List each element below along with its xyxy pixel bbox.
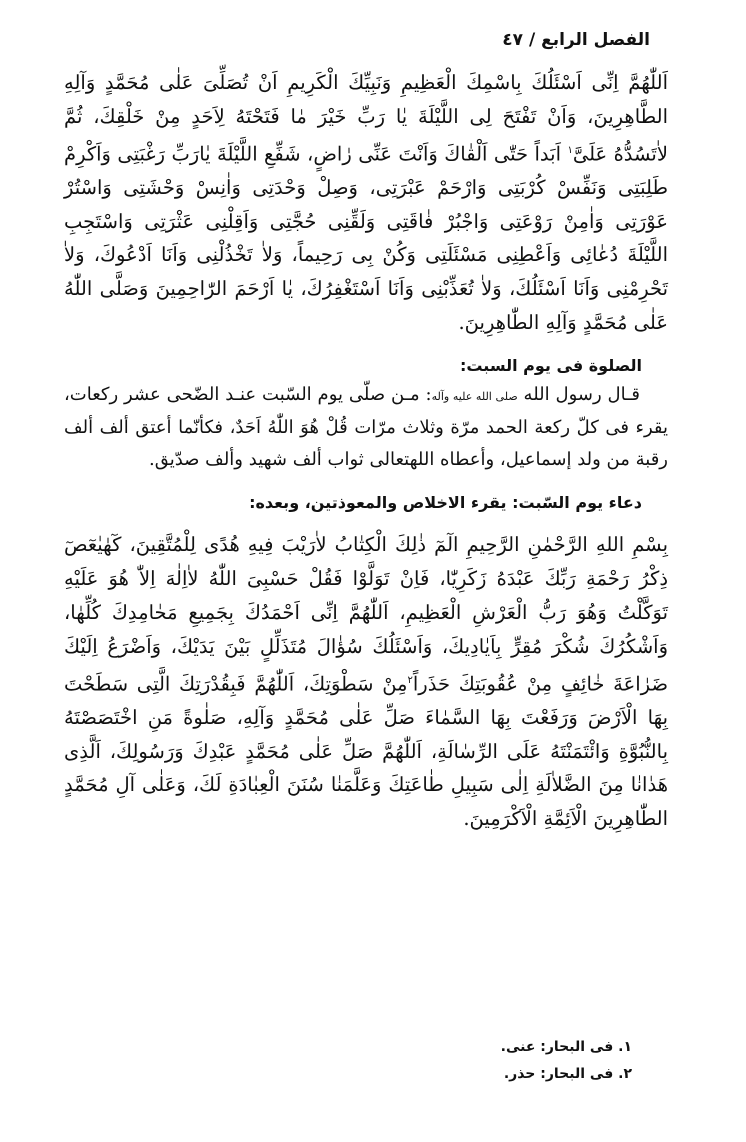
footnote-text: فی البحار: حذر. [503, 1066, 614, 1082]
footnote-number: ٢. [618, 1066, 632, 1082]
salawat-honorific: صلى الله عليه وآله [431, 389, 518, 403]
saturday-supplication-part-1: بِسْمِ اللهِ الرَّحْمٰنِ الرَّحِیمِ الٓمٓ ذٰلِكَ الْكِتٰابُ لاٰرَیْبَ فِیهِ هُدًی لِلْمُتَّقِینَ، كٓهٰیٰعٓصٓ ذِكْرُ رَحْمَةِ رَبِّكَ عَبْدَهُ زَكَرِیّٰا، فَاِنْ تَوَلَّوْا فَقُلْ حَسْبِیَ اللّٰهُ لاٰاِلٰهَ اِلاّٰ هُوَ عَلَیْهِ تَوَكَّلْتُ وَهُوَ رَبُّ الْعَرْشِ الْعَظِیمِ، اَللّٰهُمَّ اِنِّی اَحْمَدُكَ بِجَمِیعِ مَحٰامِدِكَ كُلِّهٰا، وَاَشْكُرُكَ شُكْرَ مُقِرٍّ بِاَیٰادِیكَ، وَاَسْئَلُكَ سُؤٰالَ مُتَذَلِّلٍ بَیْنَ یَدَیْكَ، وَاَضْرَعُ اِلَیْكَ ضَرٰاعَةَ خٰائِفٍ مِنْ عُقُوبَتِكَ حَذَراً [64, 533, 669, 696]
footnote-1 [501, 1034, 632, 1061]
saturday-supplication-paragraph [64, 528, 668, 836]
page-number: ٤٧ [502, 30, 524, 50]
footnotes [501, 1034, 632, 1088]
saturday-prayer-heading: الصلوة فى يوم السبت: [459, 355, 642, 375]
saturday-supplication-heading: دعاء يوم السّبت: يقرء الاخلاص والمعوذتين، وبعده: [249, 493, 642, 513]
saturday-supplication-part-2: مِنْ سَطْوَتِكَ، اَللّٰهُمَّ فَبِقُدْرَتِكَ الَّتِی سَطَحْتَ بِهَا الْاَرْضَ وَرَفَعْتَ بِهَا السَّمٰاءَ صَلِّ عَلٰی مُحَمَّدٍ وَآلِهِ، صَلٰوةً مَنِ اخْتَصَصْتَهُ بِالنُّبُوَّةِ وَائْتَمَنْتَهُ عَلَی الرِّسٰالَةِ، اَللّٰهُمَّ صَلِّ عَلٰی مُحَمَّدٍ عَبْدِكَ وَرَسُولِكَ، اَلَّذِی هَدٰانٰا مِنَ الضَّلاٰلَةِ اِلٰی سَبِیلِ طٰاعَتِكَ وَعَلَّمَنٰا سُنَنَ الْعِبٰادَةِ لَكَ، وَعَلٰی آلِ مُحَمَّدٍ الطّٰاهِرِینَ الْاَئِمَّةِ الْاَكْرَمِینَ. [64, 672, 668, 831]
running-header [502, 30, 650, 50]
footnote-number: ١. [618, 1039, 632, 1055]
footnote-2 [501, 1061, 632, 1088]
main-text [64, 66, 668, 836]
footnote-marker-1[interactable]: ١ [567, 144, 573, 156]
supplication-paragraph [64, 66, 668, 340]
header-separator: / [523, 30, 542, 50]
saturday-prayer-paragraph [64, 379, 668, 476]
prayer-text-part-1: قـال رسول الله [517, 383, 640, 405]
supplication-text-part-1: اَللّٰهُمَّ اِنِّی اَسْئَلُكَ بِاسْمِكَ الْعَظِیمِ وَنَبِیِّكَ الْكَرِیمِ اَنْ تُصَلِّیَ عَلٰی مُحَمَّدٍ وَآلِهِ الطَّاهِرِینَ، وَاَنْ تَفْتَحَ لِی اللَّیْلَةَ یٰا رَبِّ خَیْرَ مٰا فَتَحْتَهُ لِاَحَدٍ مِنْ خَلْقِكَ، ثُمَّ لاٰتَسُدُّهُ عَلَیَّ [64, 71, 668, 166]
footnote-marker-2[interactable]: ٢ [407, 674, 413, 686]
chapter-title: الفصل الرابع [541, 30, 650, 50]
prayer-text-part-2: : مـن صلّى يوم السّبت عنـد الضّحى عشر ركعات، يقرء فی كلّ ركعة الحمد مرّة وثلاث مرّات قُلْ هُوَ اللّٰهُ اَحَدٌ، فكأنّما أعتق ألف ألف رقبة من ولد إسماعيل، وأعطاه اللهتعالى ثواب ألف شهيد وألف صدّيق. [64, 383, 668, 470]
footnote-text: فی البحار: عنی. [500, 1039, 614, 1055]
supplication-text-part-2: اَبَداً حَتّٰی اَلْقٰاكَ وَاَنْتَ عَنِّی رٰاضٍ، شَفِّعِ اللَّیْلَةَ یٰارَبِّ رَغْبَتِی وَاَكْرِمْ طَلِبَتِی وَنَفِّسْ كُرْبَتِی وَارْحَمْ عَبْرَتِی، وَصِلْ وَحْدَتِی وَاٰنِسْ وَحْشَتِی وَاسْتُرْ عَوْرَتِی وَاٰمِنْ رَوْعَتِی وَاجْبُرْ فٰاقَتِی وَلَقِّنِی حُجَّتِی وَاَقِلْنِی عَثْرَتِی وَاسْتَجِبِ اللَّیْلَةَ دُعٰائِی وَاَعْطِنِی مَسْئَلَتِی وَكُنْ بِی رَحِیماً، وَلاٰ تَخْذُلْنِی وَاَنَا اَدْعُوكَ، وَلاٰ تَحْرِمْنِی وَاَنَا اَسْئَلُكَ، وَلاٰ تُعَذِّبْنِی وَاَنَا اَسْتَغْفِرُكَ، یٰا اَرْحَمَ الرّٰاحِمِینَ وَصَلَّی اللّٰهُ عَلٰی مُحَمَّدٍ وَآلِهِ الطّٰاهِرِینَ. [64, 142, 668, 335]
